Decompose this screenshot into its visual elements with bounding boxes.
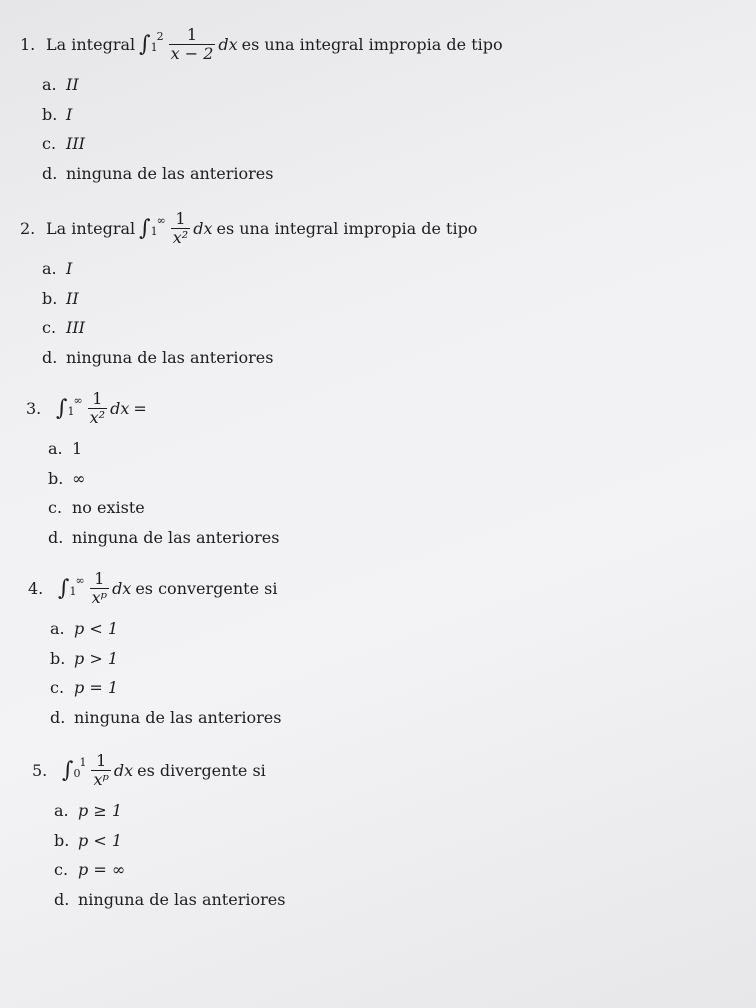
option-b[interactable] — [42, 100, 503, 130]
question-prefix: La integral — [46, 34, 136, 54]
option-value: II — [66, 75, 79, 95]
question-number: 2. — [20, 218, 36, 238]
question-number: 4. — [28, 578, 44, 598]
differential: dx — [110, 398, 130, 418]
option-label: a. — [50, 619, 65, 639]
option-label: b. — [54, 830, 70, 850]
numerator: 1 — [92, 388, 103, 408]
option-value: ninguna de las anteriores — [78, 889, 286, 909]
lower-limit: 0 — [73, 767, 81, 780]
option-b[interactable] — [48, 464, 279, 494]
question-5 — [32, 750, 285, 914]
question-3 — [26, 388, 279, 552]
integral-limits — [150, 214, 166, 238]
option-label: a. — [42, 259, 57, 279]
option-label: d. — [42, 347, 58, 367]
integral-sign: ∫ — [139, 215, 151, 241]
denominator: x² — [89, 407, 106, 427]
option-a[interactable] — [50, 614, 281, 644]
denominator: xᵖ — [91, 587, 108, 607]
option-label: a. — [54, 801, 69, 821]
integrand-fraction — [88, 390, 107, 427]
integrand-fraction — [91, 752, 110, 789]
options-list — [48, 434, 279, 552]
integrand-fraction — [171, 210, 190, 247]
option-d[interactable] — [54, 885, 285, 915]
option-d[interactable] — [50, 703, 281, 733]
option-a[interactable] — [42, 254, 477, 284]
option-value: III — [66, 134, 85, 154]
integral-limits — [69, 574, 85, 598]
lower-limit: 1 — [150, 225, 158, 238]
question-3-statement — [26, 388, 279, 428]
option-label: a. — [48, 439, 63, 459]
question-suffix: es una integral impropia de tipo — [241, 34, 503, 54]
option-d[interactable] — [42, 343, 477, 373]
lower-limit: 1 — [67, 405, 75, 418]
differential: dx — [218, 34, 238, 54]
question-number: 1. — [20, 34, 36, 54]
lower-limit: 1 — [150, 41, 158, 54]
integral-sign: ∫ — [139, 31, 151, 57]
option-label: c. — [54, 860, 69, 880]
option-value: p < 1 — [78, 830, 122, 850]
integral-limits — [67, 394, 83, 418]
option-a[interactable] — [48, 434, 279, 464]
option-b[interactable] — [54, 826, 285, 856]
option-label: b. — [42, 288, 58, 308]
option-value: ∞ — [72, 468, 86, 488]
option-value: ninguna de las anteriores — [74, 707, 282, 727]
question-suffix: es convergente si — [135, 578, 278, 598]
option-value: p = 1 — [74, 678, 118, 698]
options-list — [50, 614, 281, 732]
differential: dx — [193, 218, 213, 238]
option-c[interactable] — [54, 855, 285, 885]
option-c[interactable] — [42, 313, 477, 343]
option-label: d. — [42, 163, 58, 183]
integral-limits — [150, 30, 164, 54]
question-suffix: es una integral impropia de tipo — [216, 218, 478, 238]
denominator: x² — [172, 227, 189, 247]
differential: dx — [112, 578, 132, 598]
integrand-fraction — [169, 26, 216, 63]
option-c[interactable] — [48, 493, 279, 523]
question-number: 3. — [26, 398, 42, 418]
upper-limit: ∞ — [73, 394, 83, 407]
question-number: 5. — [32, 760, 48, 780]
question-5-statement — [32, 750, 285, 790]
option-value: ninguna de las anteriores — [66, 347, 274, 367]
option-label: d. — [48, 527, 64, 547]
options-list — [42, 70, 503, 188]
options-list — [54, 796, 285, 914]
numerator: 1 — [186, 24, 198, 44]
integral-limits — [73, 756, 87, 780]
denominator: xᵖ — [93, 769, 109, 789]
numerator: 1 — [175, 208, 186, 228]
option-label: c. — [48, 498, 63, 518]
option-a[interactable] — [54, 796, 285, 826]
denominator: x − 2 — [170, 43, 214, 63]
integral-sign: ∫ — [58, 575, 70, 601]
option-value: 1 — [72, 439, 83, 459]
upper-limit: ∞ — [156, 214, 166, 227]
integral-sign: ∫ — [62, 757, 74, 783]
option-d[interactable] — [42, 159, 503, 189]
option-label: d. — [54, 889, 70, 909]
option-c[interactable] — [42, 129, 503, 159]
option-label: b. — [42, 104, 58, 124]
question-1 — [20, 24, 503, 188]
numerator: 1 — [96, 750, 107, 770]
option-label: b. — [50, 648, 66, 668]
question-4-statement — [28, 568, 281, 608]
question-prefix: La integral — [46, 218, 136, 238]
question-suffix: es divergente si — [137, 760, 266, 780]
option-a[interactable] — [42, 70, 503, 100]
option-value: p ≥ 1 — [78, 801, 122, 821]
differential: dx — [113, 760, 134, 780]
upper-limit: 2 — [156, 30, 164, 43]
option-b[interactable] — [50, 644, 281, 674]
option-value: no existe — [72, 498, 145, 518]
option-label: d. — [50, 707, 66, 727]
option-value: p > 1 — [74, 648, 118, 668]
integrand-fraction — [90, 570, 109, 607]
option-value: p < 1 — [74, 619, 118, 639]
option-value: p = ∞ — [78, 860, 126, 880]
question-4 — [28, 568, 281, 732]
option-value: I — [66, 104, 73, 124]
option-value: I — [66, 259, 73, 279]
option-label: c. — [50, 678, 65, 698]
option-label: a. — [42, 75, 57, 95]
option-value: ninguna de las anteriores — [72, 527, 280, 547]
option-value: III — [66, 318, 85, 338]
option-d[interactable] — [48, 523, 279, 553]
question-2 — [20, 208, 477, 372]
option-c[interactable] — [50, 673, 281, 703]
upper-limit: ∞ — [75, 574, 85, 587]
numerator: 1 — [94, 568, 105, 588]
option-b[interactable] — [42, 284, 477, 314]
lower-limit: 1 — [69, 585, 77, 598]
upper-limit: 1 — [79, 756, 87, 769]
question-1-statement — [20, 24, 503, 64]
option-label: b. — [48, 468, 64, 488]
integral-sign: ∫ — [56, 395, 68, 421]
question-suffix: = — [133, 398, 147, 418]
option-label: c. — [42, 134, 57, 154]
option-label: c. — [42, 318, 57, 338]
option-value: ninguna de las anteriores — [66, 163, 274, 183]
option-value: II — [66, 288, 79, 308]
question-2-statement — [20, 208, 477, 248]
options-list — [42, 254, 477, 372]
